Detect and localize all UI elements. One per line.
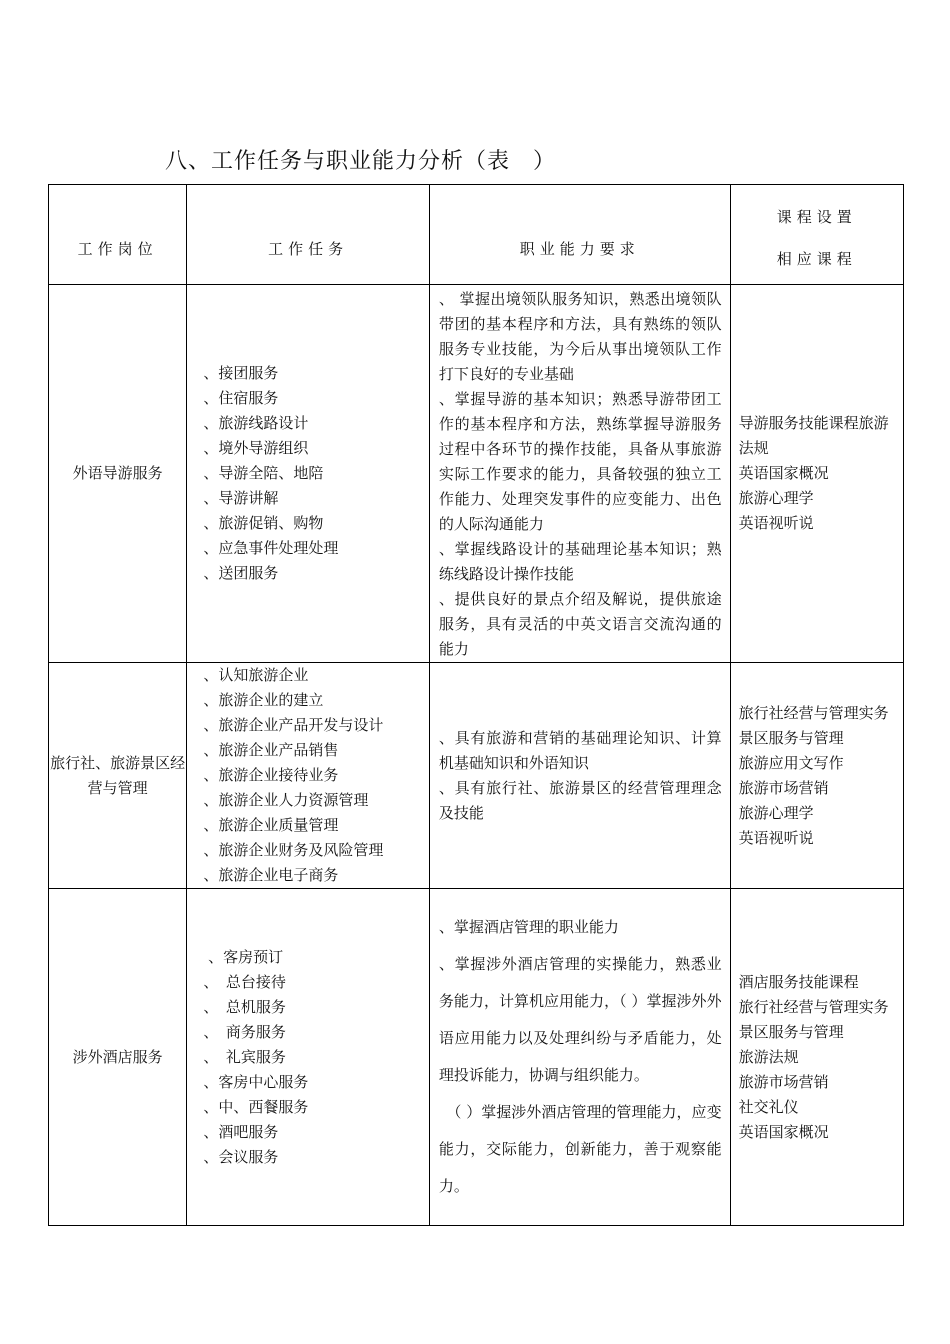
course-item: 旅行社经营与管理实务 xyxy=(738,997,889,1016)
task-item: 、接团服务 xyxy=(203,364,279,382)
table-row xyxy=(49,889,904,1226)
task-list xyxy=(187,663,429,888)
course-item: 英语视听说 xyxy=(738,828,814,847)
header-course-line1: 课程设置 xyxy=(776,207,857,226)
task-item: 、中、西餐服务 xyxy=(203,1097,309,1116)
task-cell xyxy=(187,663,430,889)
post-cell: 涉外酒店服务 xyxy=(49,889,187,1226)
course-item: 旅游应用文写作 xyxy=(738,753,844,772)
post-cell: 外语导游服务 xyxy=(49,285,187,663)
post-cell: 旅行社、旅游景区经营与管理 xyxy=(49,663,187,889)
task-list xyxy=(187,361,429,586)
ability-cell xyxy=(429,285,730,663)
ability-cell xyxy=(429,663,730,889)
analysis-table xyxy=(48,184,904,1226)
table-row xyxy=(49,285,904,663)
task-item: 、旅游企业的建立 xyxy=(203,691,324,709)
course-cell xyxy=(730,663,903,889)
course-item: 导游服务技能课程旅游法规 xyxy=(738,414,889,457)
course-item: 旅游心理学 xyxy=(738,489,814,507)
task-item: 、客房中心服务 xyxy=(203,1072,309,1091)
task-item: 、旅游企业产品开发与设计 xyxy=(203,716,384,734)
task-item: 、导游讲解 xyxy=(203,489,279,507)
course-list xyxy=(731,970,903,1145)
task-item: 、导游全陪、地陪 xyxy=(203,464,324,482)
task-item: 、旅游企业电子商务 xyxy=(203,866,339,884)
ability-item: 、掌握涉外酒店管理的实操能力，熟悉业务能力，计算机应用能力，（ ）掌握涉外外语应用能力以及处理纠纷与矛盾能力，处理投诉能力，协调与组织能力。 xyxy=(438,955,722,1084)
task-item: 、酒吧服务 xyxy=(203,1122,279,1141)
task-list xyxy=(187,945,429,1170)
ability-item: （ ）掌握涉外酒店管理的管理能力，应变能力，交际能力，创新能力，善于观察能力。 xyxy=(438,1103,722,1195)
task-item: 、旅游企业接待业务 xyxy=(203,766,339,784)
course-item: 旅游心理学 xyxy=(738,803,814,822)
ability-item: 、提供良好的景点介绍及解说，提供旅途服务，具有灵活的中英文语言交流沟通的能力 xyxy=(438,590,722,658)
ability-item: 、掌握酒店管理的职业能力 xyxy=(438,918,619,936)
course-item: 旅游法规 xyxy=(738,1047,799,1066)
header-cell-post: 工作岗位 xyxy=(49,185,187,285)
task-cell xyxy=(187,285,430,663)
course-item: 英语国家概况 xyxy=(738,1122,829,1141)
course-cell xyxy=(730,285,903,663)
ability-item: 、具有旅游和营销的基础理论知识、计算机基础知识和外语知识 xyxy=(438,728,722,772)
ability-item: 、掌握导游的基本知识；熟悉导游带团工作的基本程序和方法，熟练掌握导游服务过程中各环节的操作技能，具备从事旅游实际工作要求的能力，具备较强的独立工作能力、处理突发事件的应变能力、出色的人际沟通能力 xyxy=(438,390,722,533)
task-item: 、客房预订 xyxy=(203,947,284,966)
header-cell-task: 工作任务 xyxy=(187,185,430,285)
task-item: 、旅游企业财务及风险管理 xyxy=(203,841,384,859)
course-item: 旅游市场营销 xyxy=(738,778,829,797)
task-item: 、认知旅游企业 xyxy=(203,666,309,684)
task-item: 、旅游促销、购物 xyxy=(203,514,324,532)
course-item: 旅游市场营销 xyxy=(738,1072,829,1091)
course-item: 英语国家概况 xyxy=(738,464,829,482)
task-cell xyxy=(187,889,430,1226)
course-list xyxy=(731,411,903,536)
course-item: 酒店服务技能课程 xyxy=(738,972,859,991)
task-item: 、 礼宾服务 xyxy=(203,1047,286,1066)
course-item: 景区服务与管理 xyxy=(738,1022,844,1041)
header-course-line2: 相应课程 xyxy=(776,249,857,268)
task-item: 、会议服务 xyxy=(203,1147,279,1166)
task-item: 、送团服务 xyxy=(203,564,279,582)
ability-item: 、具有旅行社、旅游景区的经营管理理念及技能 xyxy=(438,778,722,822)
task-item: 、住宿服务 xyxy=(203,389,279,407)
header-cell-ability: 职业能力要求 xyxy=(429,185,730,285)
task-item: 、旅游企业产品销售 xyxy=(203,741,339,759)
page-title: 八、工作任务与职业能力分析（表 ） xyxy=(165,149,557,174)
course-list xyxy=(731,701,903,851)
task-item: 、旅游线路设计 xyxy=(203,414,309,432)
ability-item: 、掌握线路设计的基础理论基本知识；熟练线路设计操作技能 xyxy=(438,540,722,583)
task-item: 、 商务服务 xyxy=(203,1022,286,1041)
course-item: 社交礼仪 xyxy=(738,1097,799,1116)
table-header-row xyxy=(49,185,904,285)
task-item: 、旅游企业质量管理 xyxy=(203,816,339,834)
table-row xyxy=(49,663,904,889)
course-item: 旅行社经营与管理实务 xyxy=(738,703,889,722)
task-item: 、境外导游组织 xyxy=(203,439,309,457)
course-item: 景区服务与管理 xyxy=(738,728,844,747)
task-item: 、旅游企业人力资源管理 xyxy=(203,791,369,809)
course-item: 英语视听说 xyxy=(738,514,814,532)
ability-cell xyxy=(429,889,730,1226)
task-item: 、应急事件处理处理 xyxy=(203,539,339,557)
course-cell xyxy=(730,889,903,1226)
header-cell-course xyxy=(730,185,903,285)
task-item: 、 总机服务 xyxy=(203,997,286,1016)
ability-item: 、 掌握出境领队服务知识，熟悉出境领队带团的基本程序和方法，具有熟练的领队服务专业技能，为今后从事出境领队工作打下良好的专业基础 xyxy=(438,290,722,383)
task-item: 、 总台接待 xyxy=(203,972,286,991)
